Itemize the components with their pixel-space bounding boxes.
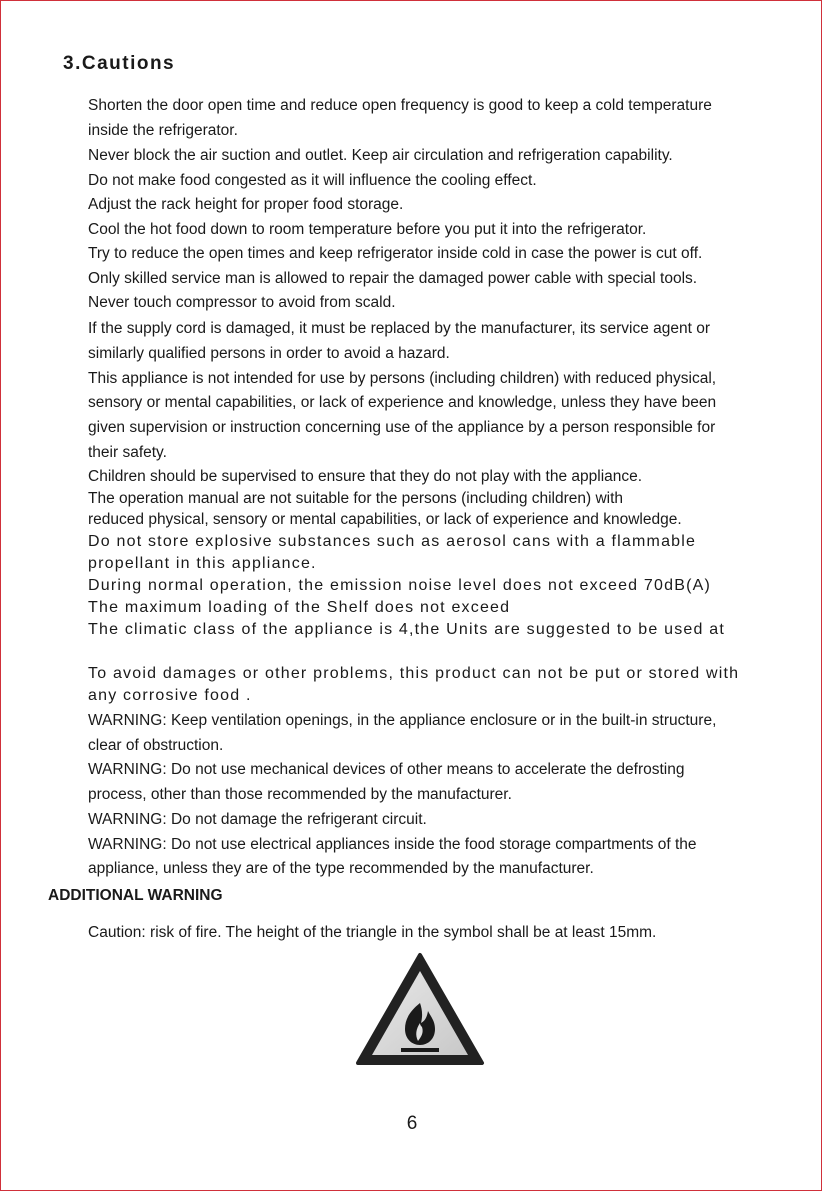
- caution-line: The maximum loading of the Shelf does not exceed: [88, 599, 511, 616]
- warning-line: clear of obstruction.: [88, 737, 224, 754]
- caution-line: Never block the air suction and outlet. Keep air circulation and refrigeration capability.: [88, 147, 673, 164]
- caution-line: Do not make food congested as it will influence the cooling effect.: [88, 172, 537, 189]
- warning-line: WARNING: Keep ventilation openings, in the appliance enclosure or in the built-in structure,: [88, 712, 717, 729]
- caution-line: sensory or mental capabilities, or lack of experience and knowledge, unless they have been: [88, 394, 717, 411]
- caution-line: Try to reduce the open times and keep refrigerator inside cold in case the power is cut off.: [88, 245, 703, 262]
- page-number: 6: [406, 1113, 418, 1134]
- caution-line: If the supply cord is damaged, it must be replaced by the manufacturer, its service agent or: [88, 320, 711, 337]
- caution-line: Adjust the rack height for proper food storage.: [88, 196, 404, 213]
- fire-caution-text: Caution: risk of fire. The height of the triangle in the symbol shall be at least 15mm.: [88, 924, 657, 941]
- caution-line: To avoid damages or other problems, this product can not be put or stored with: [88, 665, 740, 682]
- caution-line: given supervision or instruction concerning use of the appliance by a person responsible for: [88, 419, 716, 436]
- caution-line: their safety.: [88, 444, 167, 461]
- section-title: 3.Cautions: [63, 53, 176, 74]
- caution-line: The operation manual are not suitable for the persons (including children) with: [88, 490, 624, 507]
- caution-line: Shorten the door open time and reduce open frequency is good to keep a cold temperature: [88, 97, 712, 114]
- caution-line: Cool the hot food down to room temperature before you put it into the refrigerator.: [88, 221, 647, 238]
- flammable-warning-icon: [355, 951, 485, 1069]
- caution-line: This appliance is not intended for use by persons (including children) with reduced physical,: [88, 370, 717, 387]
- warning-line: WARNING: Do not damage the refrigerant circuit.: [88, 811, 427, 828]
- caution-line: propellant in this appliance.: [88, 555, 317, 572]
- caution-line: During normal operation, the emission noise level does not exceed 70dB(A): [88, 577, 712, 594]
- caution-line: Never touch compressor to avoid from scald.: [88, 294, 396, 311]
- caution-line: inside the refrigerator.: [88, 122, 238, 139]
- warning-line: WARNING: Do not use mechanical devices of other means to accelerate the defrosting: [88, 761, 685, 778]
- caution-line: Only skilled service man is allowed to repair the damaged power cable with special tools.: [88, 270, 698, 287]
- warning-line: appliance, unless they are of the type recommended by the manufacturer.: [88, 860, 594, 877]
- caution-line: The climatic class of the appliance is 4,the Units are suggested to be used at: [88, 621, 726, 638]
- caution-line: Children should be supervised to ensure that they do not play with the appliance.: [88, 468, 643, 485]
- caution-line: Do not store explosive substances such as aerosol cans with a flammable: [88, 533, 697, 550]
- warning-line: WARNING: Do not use electrical appliances inside the food storage compartments of the: [88, 836, 697, 853]
- additional-warning-heading: ADDITIONAL WARNING: [48, 887, 223, 904]
- caution-line: similarly qualified persons in order to avoid a hazard.: [88, 345, 450, 362]
- caution-line: reduced physical, sensory or mental capabilities, or lack of experience and knowledge.: [88, 511, 682, 528]
- warning-line: process, other than those recommended by the manufacturer.: [88, 786, 512, 803]
- caution-line: any corrosive food .: [88, 687, 252, 704]
